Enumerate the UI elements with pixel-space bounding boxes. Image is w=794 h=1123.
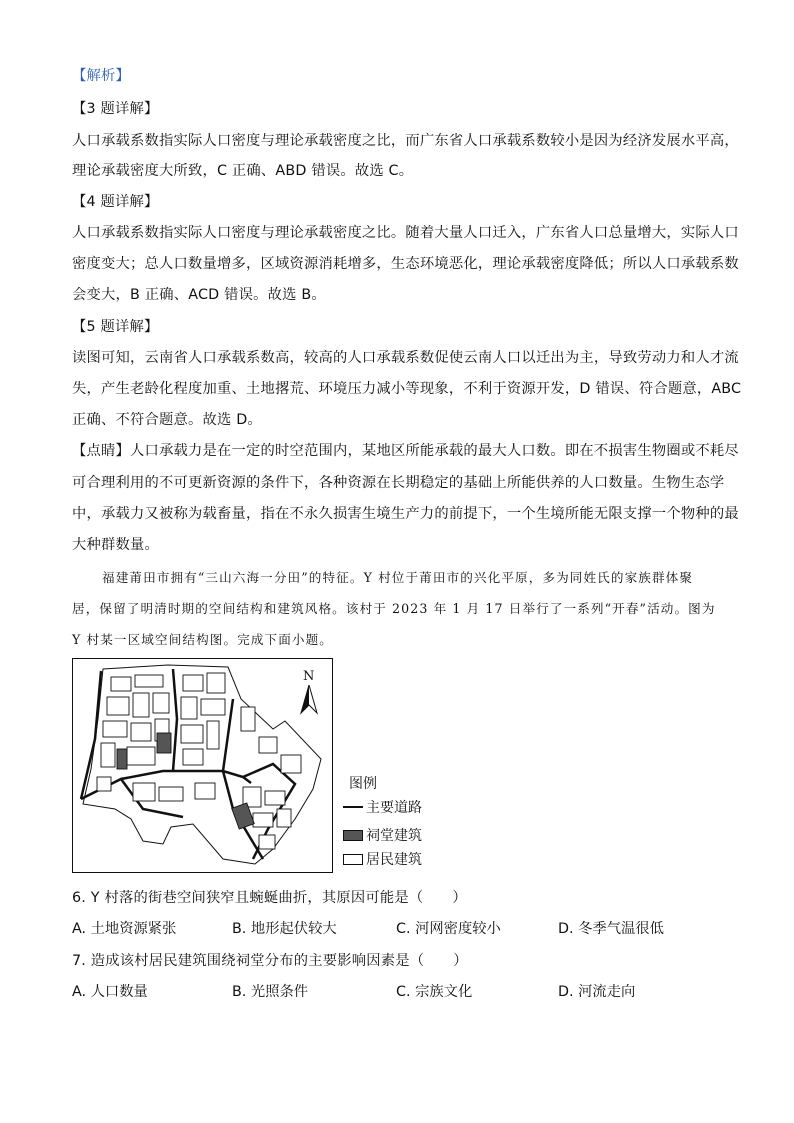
option-letter: A.: [72, 984, 87, 1000]
residence-block: [131, 723, 151, 741]
legend-title: 图例: [349, 776, 377, 792]
shrine-block: [157, 733, 171, 753]
q6-option-c: [396, 919, 501, 939]
option-letter: C.: [396, 921, 411, 937]
residence-block: [111, 677, 131, 691]
option-text: 宗族文化: [415, 984, 473, 1000]
legend-item-shrine: [343, 825, 422, 845]
q3-text-line: 人口承载系数指实际人口密度与理论承载密度之比，而广东省人口承载系数较小是因为经济发展水平高，: [72, 133, 739, 149]
north-arrow: [299, 669, 319, 715]
material-line: 居，保留了明清时期的空间结构和建筑风格。该村于 2023 年 1 月 17 日举行了一系列“开春”活动。图为: [72, 601, 716, 616]
tip-text-line: 中，承载力又被称为载畜量，指在不永久损害生境生产力的前提下，一个生境所能无限支撑一个物种的最: [72, 506, 739, 522]
q6-option-b: [232, 919, 337, 939]
option-letter: B.: [232, 984, 247, 1000]
residence-block: [133, 693, 149, 717]
residence-block: [127, 747, 155, 765]
q4-heading: 【4 题详解】: [72, 194, 159, 210]
q6-option-a: [72, 919, 176, 939]
option-text: 河网密度较小: [415, 921, 501, 937]
option-text: 河流走向: [578, 984, 636, 1000]
q4-text-line: 会变大，B 正确、ACD 错误。故选 B。: [72, 287, 326, 303]
shrine-symbol: [343, 830, 363, 841]
tip-text-line: 可合理利用的不可更新资源的条件下，各种资源在长期稳定的基础上所能供养的人口数量。生物生态学: [72, 475, 725, 491]
residence-block: [207, 673, 225, 693]
tip-label: 【点睛】: [72, 443, 130, 459]
option-letter: D.: [558, 921, 574, 937]
residence-block: [107, 697, 129, 715]
analysis-label: 【解析】: [72, 68, 130, 84]
village-map-drawing: [73, 659, 332, 872]
main-road: [173, 669, 177, 771]
q6-stem: 6. Y 村落的街巷空间狭窄且蜿蜒曲折，其原因可能是（ ）: [72, 890, 467, 906]
option-text: 土地资源紧张: [90, 921, 177, 937]
option-letter: D.: [558, 984, 574, 1000]
residence-block: [133, 783, 155, 801]
q7-option-d: [558, 982, 635, 1002]
q7-stem: 7. 造成该村居民建筑围绕祠堂分布的主要影响因素是（ ）: [72, 953, 468, 969]
option-text: 光照条件: [250, 984, 309, 1000]
legend-label: 居民建筑: [366, 852, 422, 868]
legend-item-residence: [343, 849, 422, 869]
residence-block: [135, 675, 163, 687]
q5-text-line: 正确、不符合题意。故选 D。: [72, 412, 262, 428]
option-text: 人口数量: [90, 984, 148, 1000]
q7-option-b: [232, 982, 308, 1002]
option-letter: B.: [232, 921, 247, 937]
q5-heading: 【5 题详解】: [72, 319, 159, 335]
road-symbol: [343, 806, 363, 808]
q3-heading: 【3 题详解】: [72, 101, 159, 117]
shrine-block: [117, 749, 127, 769]
residence-block: [183, 749, 203, 765]
tip-text-line: 大种群数量。: [72, 537, 159, 553]
residence-block: [153, 693, 169, 713]
residence-block: [265, 791, 285, 805]
legend-item-road: [343, 797, 422, 817]
tip-first-line: [72, 441, 739, 461]
residence-block: [159, 787, 183, 801]
q7-option-a: [72, 982, 148, 1002]
residence-block: [253, 813, 273, 827]
residence-block: [277, 809, 291, 827]
legend-label: 祠堂建筑: [366, 828, 422, 844]
residence-block: [103, 721, 127, 737]
legend-label: 主要道路: [366, 800, 422, 816]
q5-text-line: 读图可知，云南省人口承载系数高，较高的人口承载系数促使云南人口以迁出为主，导致劳动力和人才流: [72, 350, 739, 366]
option-letter: A.: [72, 921, 87, 937]
material-line: 福建莆田市拥有“三山六海一分田”的特征。Y 村位于莆田市的兴化平原，多为同姓氏的家族群体聚: [102, 570, 694, 585]
q4-text-line: 人口承载系数指实际人口密度与理论承载密度之比。随着大量人口迁入，广东省人口总量增大，实际人口: [72, 225, 739, 241]
option-text: 地形起伏较大: [250, 921, 337, 937]
residence-block: [241, 707, 255, 731]
q5-text-line: 失，产生老龄化程度加重、土地撂荒、环境压力减小等现象，不利于资源开发，D 错误、符合题意，ABC: [72, 381, 742, 397]
residence-block: [181, 697, 197, 719]
north-label: N: [303, 669, 315, 684]
option-text: 冬季气温很低: [578, 921, 664, 937]
material-line: Y 村某一区域空间结构图。完成下面小题。: [72, 632, 334, 647]
q6-option-d: [558, 919, 664, 939]
residence-block: [97, 777, 111, 791]
residence-block: [281, 755, 301, 773]
north-arrow-icon: [299, 685, 319, 715]
q4-text-line: 密度变大；总人口数量增多，区域资源消耗增多，生态环境恶化，理论承载密度降低；所以人口承载系数: [72, 256, 739, 272]
residence-block: [101, 743, 115, 767]
residence-block: [183, 675, 203, 691]
residence-block: [201, 699, 225, 715]
q3-text-line: 理论承载密度大所致，C 正确、ABD 错误。故选 C。: [72, 163, 414, 179]
residence-block: [195, 783, 215, 799]
village-spatial-map: [72, 658, 333, 873]
residence-block: [259, 737, 277, 753]
residence-block: [207, 721, 219, 749]
residence-block: [181, 725, 203, 743]
option-letter: C.: [396, 984, 411, 1000]
residence-block: [259, 835, 275, 849]
tip-text: 人口承载力是在一定的时空范围内，某地区所能承载的最大人口数。即在不损害生物圈或不耗尽: [130, 443, 739, 459]
q7-option-c: [396, 982, 472, 1002]
residence-symbol: [343, 854, 363, 865]
